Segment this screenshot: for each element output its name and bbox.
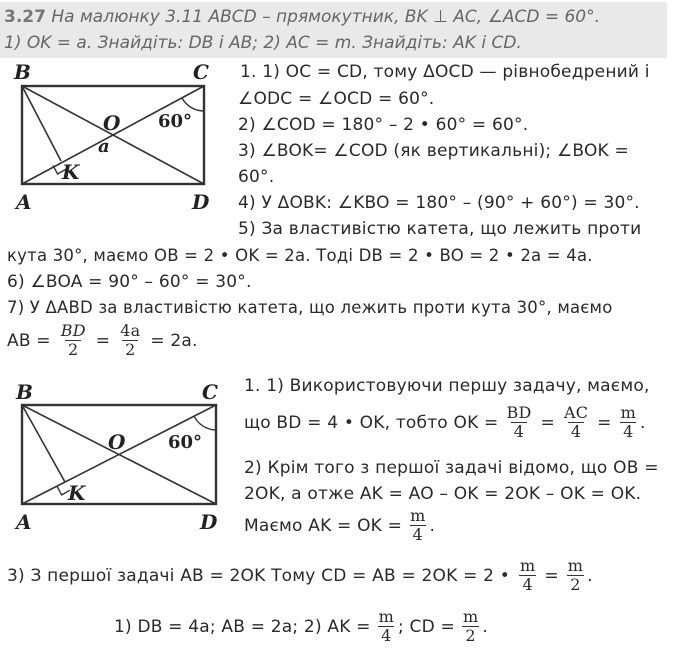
- fig2-vertex-A: A: [16, 510, 32, 534]
- fraction-m-2: $\frac{m}{2}$: [567, 556, 584, 594]
- fig2-vertex-B: B: [16, 380, 33, 404]
- sol2-line5-text: Маємо AK = OK =: [244, 515, 403, 536]
- answer-line: 1) DB = 4a; AB = 2a; 2) AK = $\frac{m}{4}$ ; CD = $\frac{m}{2}$ .: [114, 607, 488, 645]
- fig2-point-K: K: [68, 481, 86, 505]
- fig1-vertex-A: A: [16, 190, 32, 214]
- problem-statement-line2: 1) OK = a. Знайдіть: DB і AB; 2) AC = m. Знайдіть: AK і CD.: [4, 33, 522, 53]
- sol1-line5: 60°.: [238, 167, 275, 187]
- fig1-vertex-B: B: [14, 60, 31, 84]
- equals-sign: =: [95, 330, 111, 351]
- problem-condition: На малюнку 3.11 ABCD – прямокутник, BK ⊥ AC, ∠ACD = 60°.: [51, 7, 601, 27]
- sol2-line3: 2) Крім того з першої задачі відомо, що OB =: [244, 458, 659, 478]
- sol1-line8: кута 30°, маємо OB = 2 • OK = 2a. Тоді DB = 2 • BO = 2 • 2a = 4a.: [7, 246, 593, 265]
- answer-part2: ; CD =: [397, 616, 455, 637]
- sol2-line2-text: що BD = 4 • OK, тобто OK =: [244, 412, 499, 433]
- fraction-m-4: $\frac{m}{4}$: [620, 403, 636, 441]
- sol3-text: 3) З першої задачі AB = 2OK Тому CD = AB = 2OK = 2 •: [7, 565, 510, 586]
- sol1-line7: 5) За властивістю катета, що лежить проти: [238, 219, 642, 239]
- fig2-center-O: O: [108, 430, 126, 454]
- answer-part1: 1) DB = 4a; AB = 2a; 2) AK =: [114, 616, 371, 637]
- fraction-m-4-b: $\frac{m}{4}$: [410, 506, 426, 544]
- sol1-ab-formula: [7, 322, 198, 359]
- answer-fraction-m-4: $\frac{m}{4}$: [378, 607, 394, 645]
- fig2-vertex-D: D: [200, 510, 218, 534]
- fig1-vertex-D: D: [192, 190, 210, 214]
- fig1-angle-label: 60°: [158, 111, 193, 132]
- sol1-line9: 6) ∠BOA = 90° – 60° = 30°.: [7, 272, 252, 292]
- fig2-angle-label: 60°: [168, 432, 203, 453]
- sol1-line4: 3) ∠BOK= ∠COD (як вертикальні); ∠BOK =: [238, 141, 629, 161]
- fig1-segment-a: a: [98, 136, 110, 157]
- sol1-line2: ∠ODC = ∠OCD = 60°.: [238, 89, 435, 109]
- fig1-center-O: O: [103, 111, 121, 135]
- fraction-ac-4: $\frac{AC}{4}$: [563, 403, 589, 441]
- fraction-bd-2: $\frac{BD}{2}$: [60, 321, 86, 359]
- sol1-line6: 4) У ΔOBK: ∠KBO = 180° – (90° + 60°) = 30°.: [238, 193, 640, 213]
- sol3-line: 3) З першої задачі AB = 2OK Тому CD = AB = 2OK = 2 • $\frac{m}{4}$ = $\frac{m}{2}$ .: [7, 556, 593, 594]
- sol1-line3: 2) ∠COD = 180° – 2 • 60° = 60°.: [238, 115, 529, 135]
- sol2-line4: 2OK, а отже AK = AO – OK = 2OK – OK = OK.: [244, 484, 642, 504]
- problem-statement-line1: [4, 5, 600, 29]
- sol1-line10: 7) У ΔABD за властивістю катета, що лежить проти кута 30°, маємо: [7, 298, 613, 317]
- fraction-m-4-c: $\frac{m}{4}$: [519, 556, 536, 594]
- ab-prefix: AB =: [7, 330, 51, 351]
- fig1-point-K: K: [62, 160, 80, 184]
- sol2-line2: що BD = 4 • OK, тобто OK = $\frac{BD}{4}$ = $\frac{AC}{4}$ = $\frac{m}{4}$ .: [244, 403, 646, 441]
- answer-fraction-m-2: $\frac{m}{2}$: [462, 607, 479, 645]
- fig2-vertex-C: C: [202, 380, 218, 404]
- sol2-line1: 1. 1) Використовуючи першу задачу, маємо,: [244, 376, 650, 396]
- fraction-4a-2: $\frac{4a}{2}$: [120, 321, 141, 359]
- fraction-bd-4: $\frac{BD}{4}$: [506, 403, 532, 441]
- sol1-line1: 1. 1) OC = CD, тому ΔOCD — рівнобедрений і: [240, 62, 650, 82]
- sol2-line5: Маємо AK = OK = $\frac{m}{4}$ .: [244, 506, 436, 544]
- fig1-vertex-C: C: [193, 60, 209, 84]
- ab-result: = 2a.: [150, 330, 198, 351]
- problem-number: 3.27: [4, 7, 46, 27]
